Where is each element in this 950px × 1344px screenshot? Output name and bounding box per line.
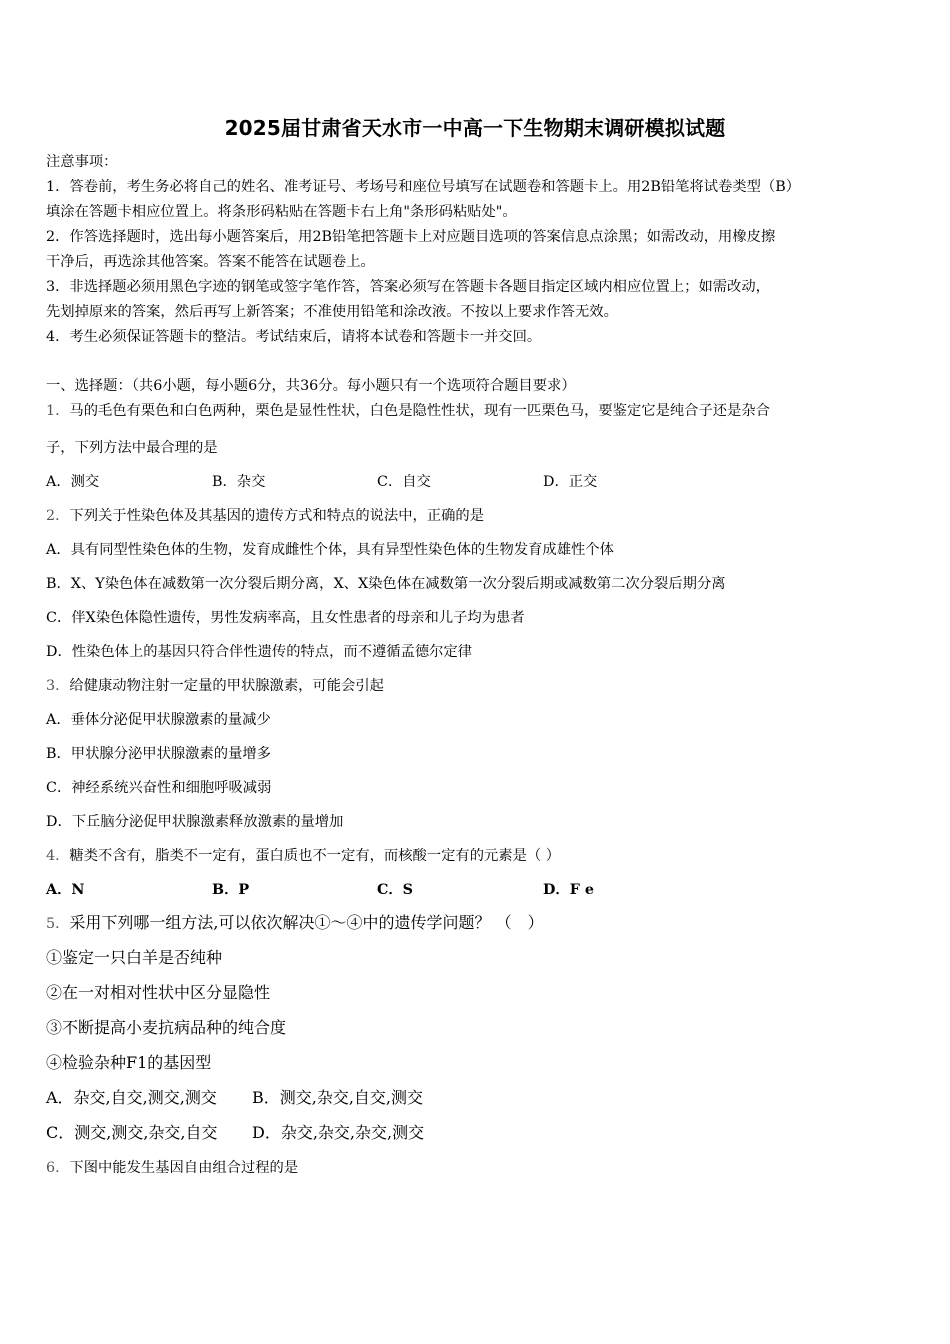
option-b: B．P [212,882,250,898]
question-text: 采用下列哪一组方法,可以依次解决①～④中的遗传学问题？ （ ） [69,913,544,932]
option-c: C．伴X染色体隐性遗传，男性发病率高，且女性患者的母亲和儿子均为患者 [46,610,525,626]
option-d: D．正交 [543,474,598,490]
question-text: 糖类不含有，脂类不一定有，蛋白质也不一定有，而核酸一定有的元素是（ ） [69,848,561,864]
option-d: D．F e [543,882,594,898]
notice-line: 先划掉原来的答案，然后再写上新答案；不准使用铅笔和涂改液。不按以上要求作答无效。 [46,304,618,320]
question-text: 给健康动物注射一定量的甲状腺激素，可能会引起 [69,678,384,694]
question-4 [46,846,560,866]
sub-item-3: ③不断提高小麦抗病品种的纯合度 [46,1018,287,1037]
option-d: D．杂交,杂交,杂交,测交 [252,1123,425,1142]
option-a: A．N [46,882,85,898]
option-a: A．测交 [46,474,100,490]
section-heading: 一、选择题：（共6小题，每小题6分，共36分。每小题只有一个选项符合题目要求） [46,378,576,394]
option-d: D．下丘脑分泌促甲状腺激素释放激素的量增加 [46,814,344,830]
question-number: 4． [46,848,70,864]
question-3 [46,676,384,696]
option-a: A．杂交,自交,测交,测交 [46,1088,217,1107]
notice-line: 干净后，再选涂其他答案。答案不能答在试题卷上。 [46,254,375,270]
sub-item-1: ①鉴定一只白羊是否纯种 [46,948,223,967]
question-number: 2． [46,508,70,524]
option-b: B．测交,杂交,自交,测交 [252,1088,424,1107]
option-c: C．神经系统兴奋性和细胞呼吸减弱 [46,780,272,796]
question-number: 5． [46,916,70,932]
notice-heading: 注意事项： [46,154,118,170]
question-6 [46,1158,298,1178]
option-c: C．S [377,882,414,898]
question-number: 3． [46,678,70,694]
question-5 [46,913,544,934]
question-number: 6． [46,1160,70,1176]
notice-line: 1．答卷前，考生务必将自己的姓名、准考证号、考场号和座位号填写在试题卷和答题卡上。用2B铅笔将试卷类型（B） [46,179,801,195]
question-2 [46,506,484,526]
question-1-cont: 子，下列方法中最合理的是 [46,440,218,456]
question-text: 下列关于性染色体及其基因的遗传方式和特点的说法中，正确的是 [69,508,485,524]
notice-line: 4．考生必须保证答题卡的整洁。考试结束后，请将本试卷和答题卡一并交回。 [46,329,542,345]
option-a: A．垂体分泌促甲状腺激素的量减少 [46,712,271,728]
option-c: C．自交 [377,474,431,490]
sub-item-2: ②在一对相对性状中区分显隐性 [46,983,271,1002]
sub-item-4: ④检验杂种F1的基因型 [46,1053,212,1072]
option-a: A．具有同型性染色体的生物，发育成雌性个体，具有异型性染色体的生物发育成雄性个体 [46,542,614,558]
option-b: B．杂交 [212,474,266,490]
question-number: 1． [46,403,70,419]
exam-title: 2025届甘肃省天水市一中高一下生物期末调研模拟试题 [224,116,726,140]
notice-line: 2．作答选择题时，选出每小题答案后，用2B铅笔把答题卡上对应题目选项的答案信息点涂黑；如需改动，用橡皮擦 [46,229,776,245]
notice-line: 3．非选择题必须用黑色字迹的钢笔或签字笔作答，答案必须写在答题卡各题目指定区域内相应位置上；如需改动， [46,279,770,295]
question-1 [46,401,770,421]
option-d: D．性染色体上的基因只符合伴性遗传的特点，而不遵循孟德尔定律 [46,644,473,660]
option-c: C．测交,测交,杂交,自交 [46,1123,218,1142]
question-text: 下图中能发生基因自由组合过程的是 [69,1160,299,1176]
option-b: B．X、Y染色体在减数第一次分裂后期分离，X、X染色体在减数第一次分裂后期或减数第二次分裂后期分离 [46,576,726,592]
question-text: 马的毛色有栗色和白色两种，栗色是显性性状，白色是隐性性状，现有一匹栗色马，要鉴定它是纯合子还是杂合 [69,403,770,419]
notice-line: 填涂在答题卡相应位置上。将条形码粘贴在答题卡右上角"条形码粘贴处"。 [46,204,517,220]
option-b: B．甲状腺分泌甲状腺激素的量增多 [46,746,271,762]
